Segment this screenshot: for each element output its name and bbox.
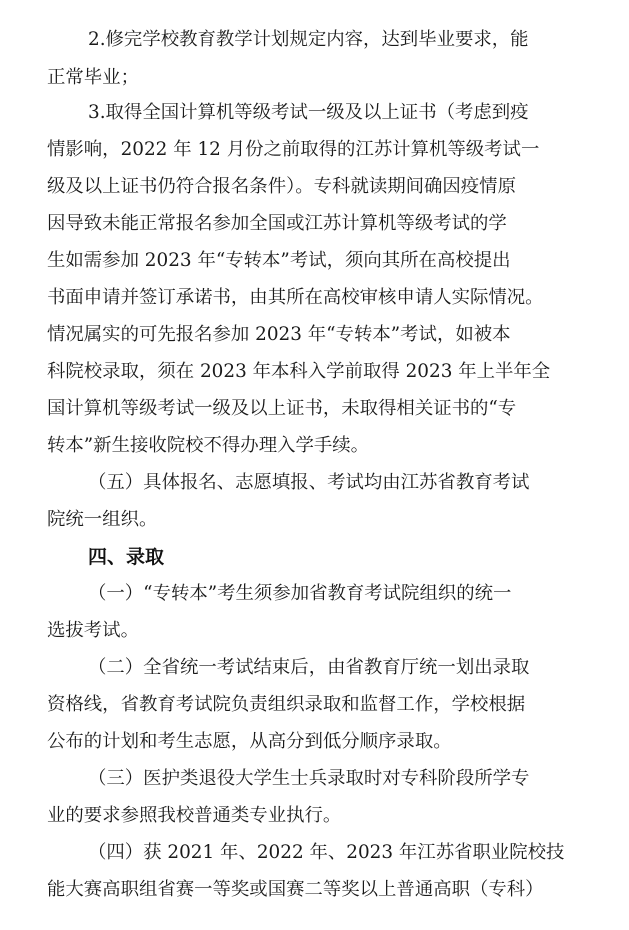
text-line: 能大赛高职组省赛一等奖或国赛二等奖以上普通高职（专科） (47, 879, 544, 900)
text-line: 情影响，2022 年 12 月份之前取得的江苏计算机等级考试一 (47, 139, 540, 160)
text-line: 转本”新生接收院校不得办理入学手续。 (47, 435, 370, 456)
text-line: 资格线，省教育考试院负责组织录取和监督工作，学校根据 (47, 694, 526, 715)
text-line: 级及以上证书仍符合报名条件）。专科就读期间确因疫情原 (47, 176, 516, 197)
text-line: 公布的计划和考生志愿，从高分到低分顺序录取。 (47, 731, 452, 752)
text-line: （三）医护类退役大学生士兵录取时对专科阶段所学专 (88, 768, 530, 789)
text-line: 正常毕业； (47, 67, 139, 88)
text-line: （一）“专转本”考生须参加省教育考试院组织的统一 (88, 583, 512, 604)
text-line: 因导致未能正常报名参加全国或江苏计算机等级考试的学 (47, 213, 507, 234)
text-line: 生如需参加 2023 年“专转本”考试，须向其所在高校提出 (47, 250, 511, 271)
text-line: 选拔考试。 (47, 620, 139, 641)
text-line: 业的要求参照我校普通类专业执行。 (47, 805, 342, 826)
text-line: 3.取得全国计算机等级考试一级及以上证书（考虑到疫 (88, 102, 529, 123)
text-line: 院统一组织。 (47, 509, 158, 530)
text-line: 2.修完学校教育教学计划规定内容，达到毕业要求，能 (88, 29, 529, 50)
text-line: 情况属实的可先报名参加 2023 年“专转本”考试，如被本 (47, 324, 511, 345)
text-line: 国计算机等级考试一级及以上证书，未取得相关证书的“专 (47, 398, 517, 419)
text-line: 书面申请并签订承诺书，由其所在高校审核申请人实际情况。 (47, 287, 544, 308)
section-heading: 四、录取 (88, 546, 165, 568)
text-line: （四）获 2021 年、2022 年、2023 年江苏省职业院校技 (88, 842, 565, 863)
text-line: （五）具体报名、志愿填报、考试均由江苏省教育考试 (88, 472, 530, 493)
text-line: （二）全省统一考试结束后，由省教育厅统一划出录取 (88, 657, 530, 678)
text-line: 科院校录取，须在 2023 年本科入学前取得 2023 年上半年全 (47, 361, 551, 382)
